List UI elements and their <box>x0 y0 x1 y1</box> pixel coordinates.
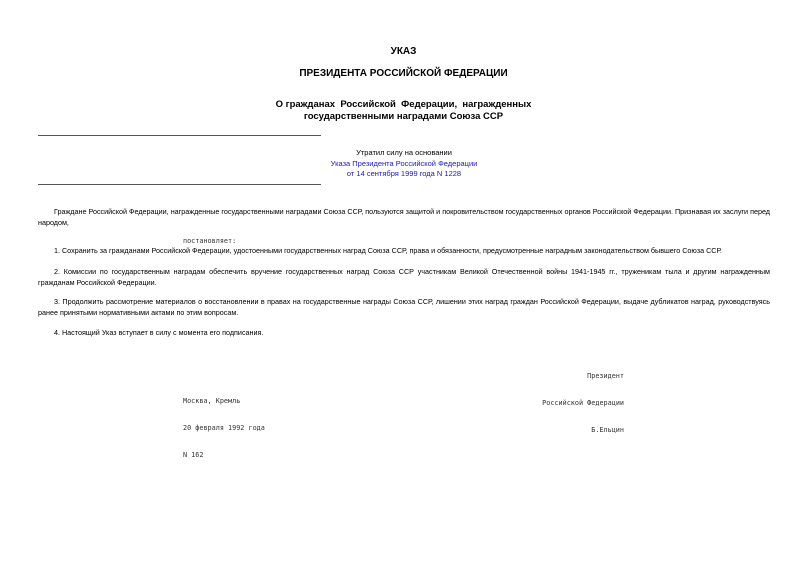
divider-bottom <box>38 184 321 185</box>
repeal-link-line-1[interactable]: Указа Президента Российской Федерации <box>330 158 478 168</box>
clause-3: 3. Продолжить рассмотрение материалов о восстановлении в правах на государственные награды Союза ССР, лишении этих наград граждан Российской Федерации, выдаче дубликатов наград, руководствуясь ранее принятыми нормативными актами по этим вопросам. <box>38 297 770 317</box>
repeal-note: Утратил силу на основании <box>356 148 452 157</box>
clause-4: 4. Настоящий Указ вступает в силу с момента его подписания. <box>54 328 264 337</box>
signature-position-line-2: Российской Федерации <box>542 399 624 407</box>
signing-date: 20 февраля 1992 года <box>183 424 265 432</box>
signature-position: Президент <box>587 372 624 380</box>
issuer-title: ПРЕЗИДЕНТА РОССИЙСКОЙ ФЕДЕРАЦИИ <box>299 68 508 79</box>
signing-place: Москва, Кремль <box>183 397 241 405</box>
document-subject <box>0 99 807 123</box>
subject-line-2: государственными наградами Союза ССР <box>303 111 504 122</box>
signature-name: Б.Ельцин <box>591 426 624 434</box>
signature-block <box>542 354 624 453</box>
repeal-annotation <box>300 148 508 180</box>
clause-1: 1. Сохранить за гражданами Российской Федерации, удостоенными государственных наград Союза ССР, права и обязанности, предусмотренные наградным законодательством бывшего Союза ССР. <box>54 246 722 255</box>
decrees-word: постановляет: <box>183 237 237 245</box>
place-date-block <box>183 379 265 478</box>
subject-line-1: О гражданах Российской Федерации, награжденных <box>275 99 532 110</box>
divider-top <box>38 135 321 136</box>
clause-2: 2. Комиссии по государственным наградам обеспечить вручение государственных наград Союза ССР участникам Великой Отечественной войны 1941-1945 гг., труженикам тыла и другим награжденным гражданам Российской Федерации. <box>38 267 770 287</box>
preamble-paragraph: Граждане Российской Федерации, награжденные государственными наградами Союза ССР, пользуются защитой и покровительством государственных органов Российской Федерации. Признавая их заслуги перед народом, <box>38 207 770 227</box>
repeal-link-line-2[interactable]: от 14 сентября 1999 года N 1228 <box>346 169 462 178</box>
document-number: N 162 <box>183 451 204 459</box>
document-type-title: УКАЗ <box>390 46 417 57</box>
